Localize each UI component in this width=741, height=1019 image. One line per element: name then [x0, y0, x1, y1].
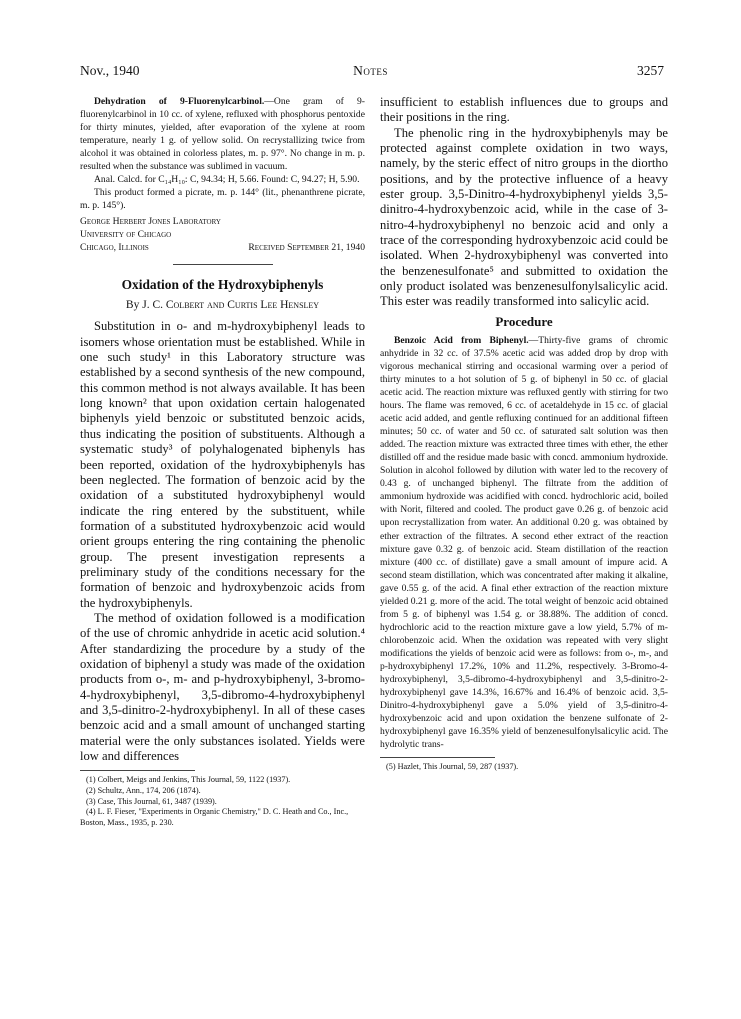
affiliation-line-3: Chicago, Illinois: [80, 242, 149, 254]
header-section: Notes: [353, 63, 388, 78]
prev-note-paragraph-3: This product formed a picrate, m. p. 144° (lit., phenanthrene picrate, m. p. 145°).: [80, 187, 365, 212]
footnote-divider-right: [380, 757, 495, 758]
article-title: Oxidation of the Hydroxybiphenyls: [121, 277, 324, 293]
prev-note-text-1: —One gram of 9-fluorenylcarbinol in 10 cc. of xylene, refluxed with phosphorus pentoxide for thirty minutes, yielded, after evaporation of the xylene at room temperature, nearly 1 g. of yellow solid. On recrystallizing twice from alcohol it was obtained in colorless plates, m. p. 97°. No change in m. p. resulted when the substance was sublimed in vacuum.: [80, 96, 366, 173]
article-body-left: [80, 319, 365, 764]
article-paragraph-4: The phenolic ring in the hydroxybiphenyls may be protected against complete oxidation in two ways, namely, by the steric effect of nitro groups in the diortho positions, and by the protective influence of a heavy ester group. 3,5-Dinitro-4-hydroxybiphenyl yields 3,5-dinitro-4-hydroxybenzoic acid, while in the case of 3-nitro-4-hydroxybiphenyl no benzoic acid and only a trace of the corresponding hydroxybenzoic acid could be isolated. When 2-hydroxybiphenyl was converted into the benzenesulfonate⁵ and submitted to oxidation the only product isolated was benzenesulfonylsalicylic acid. This ester was readily transformed into salicylic acid.: [380, 125, 668, 309]
header-date: Nov., 1940: [80, 63, 140, 78]
prev-note-analysis: Anal. Calcd. for C₁₄H₁₀: C, 94.34; H, 5.66. Found: C, 94.27; H, 5.90.: [94, 174, 360, 186]
footnote-1: (1) Colbert, Meigs and Jenkins, This Journal, 59, 1122 (1937).: [86, 775, 291, 785]
article-paragraph-1: Substitution in o- and m-hydroxybiphenyl leads to isomers whose orientation must be established. While in one such study¹ in this Laboratory structure was established by a second synthesis of the new compound, this common method is not always available. It has been long known² that upon oxidation certain halogenated biphenyls yield benzoic or substituted benzoic acids, thus indicating the position of substituents. Although a systematic study³ of polyhalogenated biphenyls has been reported, oxidation of the hydroxybiphenyls has been neglected. The formation of benzoic acid by the oxidation of a substituted hydroxybiphenyl would indicate the ring entered by the substituent, while formation of a substituted hydroxybenzoic acid would orient groups entering the ring containing the phenolic group. The present investigation represents a preliminary study of the conditions necessary for the formation of benzoic and hydroxybenzoic acids from the hydroxybiphenyls.: [80, 319, 365, 610]
right-column: [380, 95, 668, 773]
affiliation-line-2: University of Chicago: [80, 229, 172, 241]
procedure-heading: Procedure: [495, 313, 553, 329]
footnote-divider-left: [80, 770, 195, 771]
article-paragraph-3: insufficient to establish influences due to groups and their positions in the ring.: [380, 95, 668, 125]
footnotes-right: [380, 762, 668, 773]
section-divider: [173, 264, 273, 265]
footnotes-left: [80, 775, 365, 828]
footnote-2: (2) Schultz, Ann., 174, 206 (1874).: [86, 785, 201, 795]
left-column: [80, 95, 365, 828]
article-paragraph-2: The method of oxidation followed is a modification of the use of chromic anhydride in acetic acid solution.⁴ After standardizing the procedure by a study of the oxidation of biphenyl a study was made of the oxidation products from o-, m- and p-hydroxybiphenyl, 3-bromo-4-hydroxybiphenyl, 3,5-dibromo-4-hydroxybiphenyl and 3,5-dinitro-2-hydroxybiphenyl. In all of these cases benzoic acid and a small amount of unchanged starting material were the only substances isolated. Yields were low and differences: [80, 610, 365, 764]
footnote-3: (3) Case, This Journal, 61, 3487 (1939).: [86, 796, 217, 806]
footnote-5: (5) Hazlet, This Journal, 59, 287 (1937).: [386, 762, 519, 772]
article-body-right: [380, 95, 668, 310]
header-page-number: 3257: [637, 63, 664, 78]
footnote-4: (4) L. F. Fieser, "Experiments in Organic Chemistry," D. C. Heath and Co., Inc., Boston, Mass., 1935, p. 230.: [80, 807, 349, 827]
affiliation-line-1: George Herbert Jones Laboratory: [80, 216, 221, 228]
prev-note-paragraph-1: [80, 95, 365, 173]
procedure-text: —Thirty-five grams of chromic anhydride in 32 cc. of 37.5% acetic acid was added drop by drop with vigorous mechanical stirring and occasional warming over a period of thirty minutes to a hot solution of 5 g. of biphenyl in 50 cc. of glacial acetic acid. The reaction mixture was refluxed gently with stirring for two hours. The flame was removed, 6 cc. of acetaldehyde in 15 cc. of glacial acetic acid added, and gentle refluxing continued for an additional fifteen minutes; 50 cc. of water and 50 cc. of saturated salt solution was then added. The reaction mixture was extracted three times with ether, the ether distilled off and the residue made basic with concd. ammonium hydroxide. Solution in alcohol followed by dilution with water led to the recovery of 0.43 g. of unchanged biphenyl. The filtrate from the addition of ammonium hydroxide was acidified with concd. hydrochloric acid, boiled with Norit, filtered and cooled. The product gave 0.26 g. of benzoic acid upon recrystallization from water. An additional 0.20 g. was obtained by ether extraction of the filtrates. A second ether extract of the reaction mixture gave 0.32 g. of benzoic acid. Steam distillation of the reaction mixture (400 cc. of distillate) gave a small amount of impure acid. A second steam distillation, which was concentrated after making it alkaline, gave 0.55 g. of the acid. A final ether extraction of the reaction mixture yielded 0.21 g. more of the acid. The total weight of benzoic acid obtained from 5 g. of biphenyl was 1.54 g. or 38.88%. The addition of concd. hydrochloric acid to the reaction mixture gave a low yield, 5.7% of m-chlorobenzoic acid. When the oxidation was repeated with very slight modifications the yields of benzoic acid were as follows: from o-, m-, and p-hydroxybiphenyl 17.2%, 10% and 11.2%, respectively. 3-Bromo-4-hydroxybiphenyl, 3,5-dibromo-4-hydroxybiphenyl and 3,5-dinitro-2-hydroxybiphenyl gave 14.3%, 16.67% and 16.4% of benzoic acid. 3,5-Dinitro-4-hydroxybiphenyl gave a 5.0% yield of 3,5-dinitro-4-hydroxybenzoic acid and upon oxidation the benzene sulfonate of 2-hydroxybiphenyl gave 16.35% yield of benzenesulfonylsalicylic acid. The hydrolytic trans-: [380, 334, 668, 751]
byline-authors: J. C. Colbert and Curtis Lee Hensley: [142, 299, 320, 312]
received-date: Received September 21, 1940: [248, 242, 365, 254]
byline-by: By: [125, 299, 140, 312]
procedure-paragraph: [380, 334, 668, 752]
procedure-body: [380, 334, 668, 752]
byline: [80, 299, 365, 311]
prev-note-title: Dehydration of 9-Fluorenylcarbinol.: [94, 96, 265, 107]
procedure-subtitle: Benzoic Acid from Biphenyl.: [394, 334, 529, 346]
affiliation-row: [80, 241, 365, 254]
previous-note: [80, 95, 365, 254]
affiliation-block: [80, 215, 365, 254]
